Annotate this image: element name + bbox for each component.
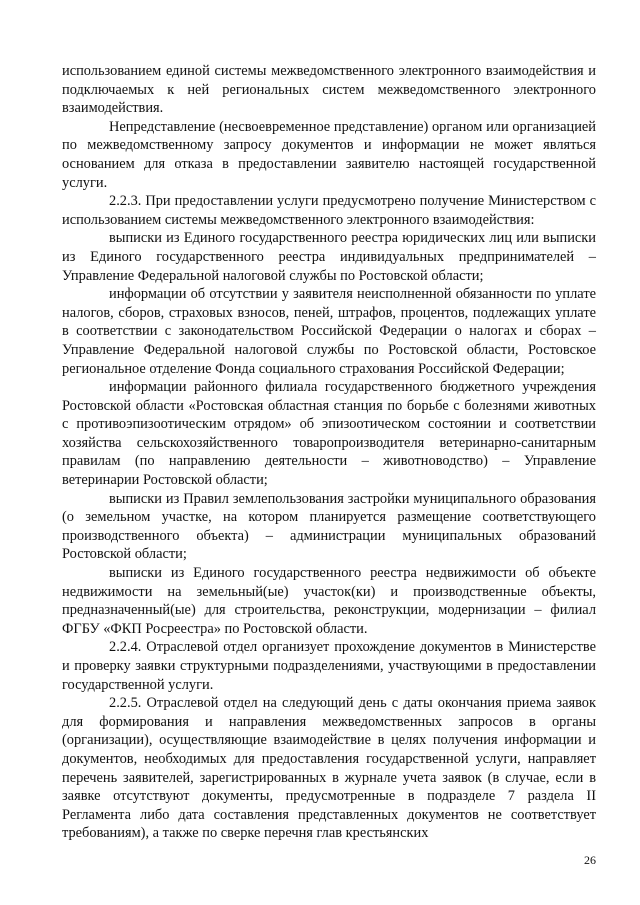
paragraph-8: выписки из Единого государственного реестра недвижимости об объекте недвижимости на земельный(ые) участок(ки) и производственные объекты, предназначенный(ые) для строительства, реконструкции, модернизации – филиал ФГБУ «ФКП Росреестра» по Ростовской области. (62, 565, 596, 637)
paragraph-3: 2.2.3. При предоставлении услуги предусмотрено получение Министерством с использованием системы межведомственного электронного взаимодействия: (62, 193, 596, 228)
paragraph-5: информации об отсутствии у заявителя неисполненной обязанности по уплате налогов, сборов, страховых взносов, пеней, штрафов, процентов, подлежащих уплате в соответствии с законодательством Российской Федерации о налогах и сборах – Управление Федеральной налоговой службы по Ростовской области, Ростовское региональное отделение Фонда социального страхования Российской Федерации; (62, 286, 596, 377)
paragraph-1: использованием единой системы межведомственного электронного взаимодействия и подключаемых к ней региональных систем межведомственного электронного взаимодействия. (62, 63, 596, 117)
paragraph-2: Непредставление (несвоевременное представление) органом или организацией по межведомственному запросу документов и информации не может являться основанием для отказа в предоставлении заявителю настоящей государственной услуги. (62, 118, 596, 191)
paragraph-9: 2.2.4. Отраслевой отдел организует прохождение документов в Министерстве и проверку заявки структурными подразделениями, участвующими в предоставлении государственной услуги. (62, 639, 596, 693)
paragraph-6: информации районного филиала государственного бюджетного учреждения Ростовской области «Ростовская областная станция по борьбе с болезнями животных с противоэпизоотическим отрядом» об эпизоотическом состоянии и соответствии хозяйства сельскохозяйственного товаропроизводителя ветеринарно-санитарным правилам (по направлению деятельности – животноводство) – Управление ветеринарии Ростовской области; (62, 379, 596, 489)
paragraph-4: выписки из Единого государственного реестра юридических лиц или выписки из Единого государственного реестра индивидуальных предпринимателей – Управление Федеральной налоговой службы по Ростовской области; (62, 230, 596, 284)
paragraph-10: 2.2.5. Отраслевой отдел на следующий день с даты окончания приема заявок для формирования и направления межведомственных запросов в органы (организации), осуществляющие взаимодействие в целях получения информации и документов, необходимых для предоставления государственной услуги, направляет перечень заявителей, зарегистрированных в журнале учета заявок (в случае, если в заявке отсутствуют документы, предусмотренные в подразделе 7 раздела II Регламента либо дата составления представленных документов не соответствует требованиям), а также по сверке перечня глав крестьянских (62, 695, 596, 842)
document-page (62, 62, 596, 843)
paragraph-7: выписки из Правил землепользования застройки муниципального образования (о земельном участке, на котором планируется размещение соответствующего производственного объекта) – администрации муниципальных образований Ростовской области; (62, 490, 596, 563)
page-number: 26 (584, 853, 596, 867)
